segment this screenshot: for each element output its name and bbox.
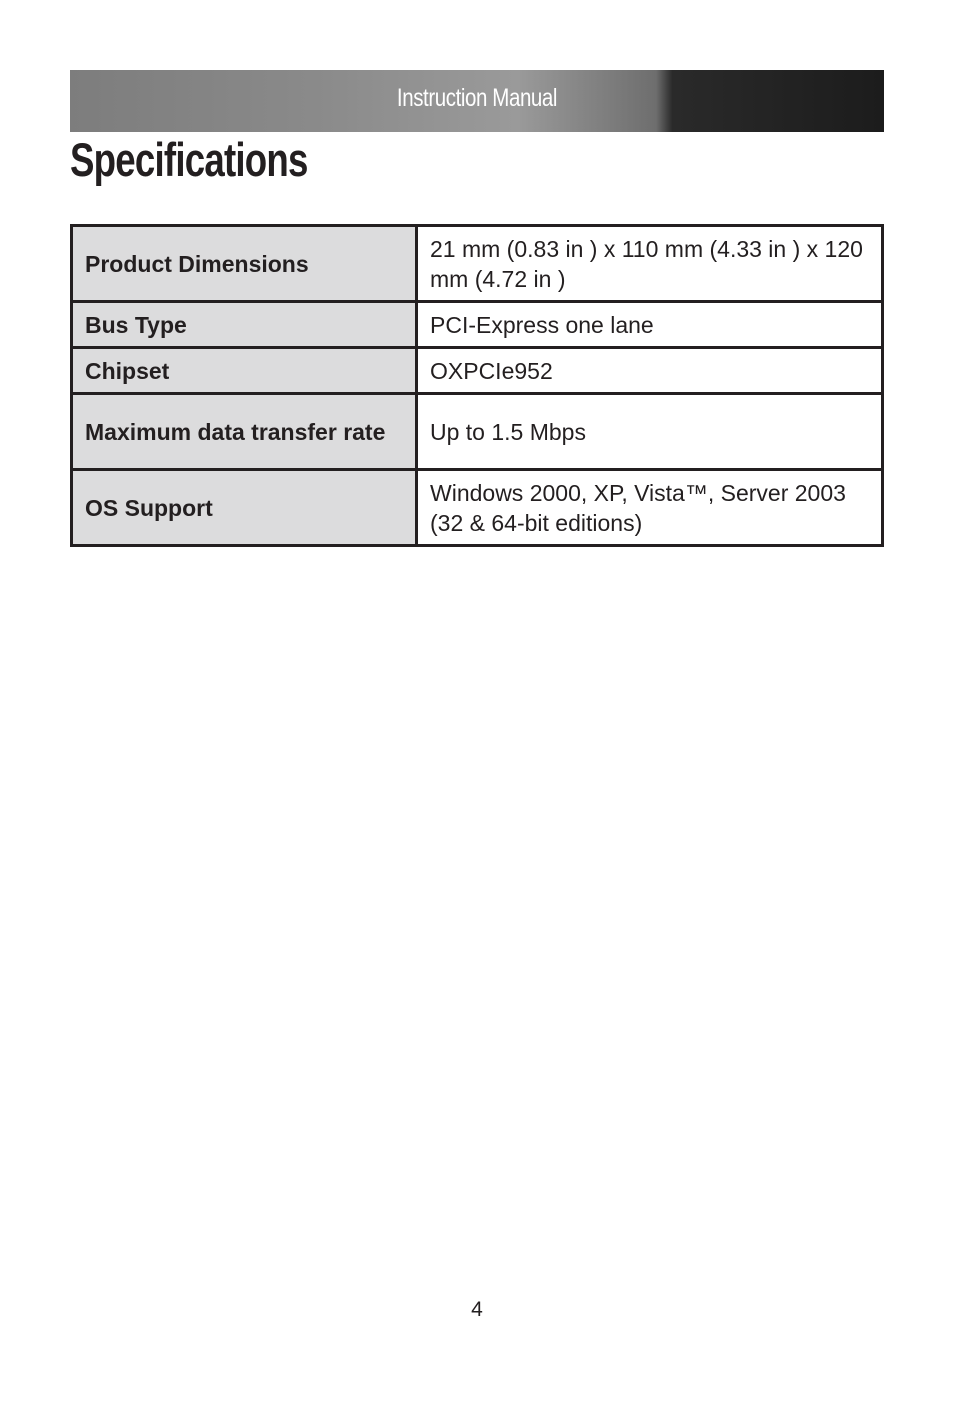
spec-table (70, 224, 884, 547)
table-row (72, 348, 883, 394)
table-row (72, 302, 883, 348)
page-number: 4 (471, 1298, 483, 1321)
spec-value-product-dimensions: 21 mm (0.83 in ) x 110 mm (4.33 in ) x 120 mm (4.72 in ) (417, 226, 883, 302)
page-title: Specifications (70, 133, 308, 186)
table-row (72, 226, 883, 302)
spec-label-os-support: OS Support (72, 470, 417, 546)
table-row (72, 394, 883, 470)
table-row (72, 470, 883, 546)
spec-value-max-transfer-rate: Up to 1.5 Mbps (417, 394, 883, 470)
spec-value-bus-type: PCI-Express one lane (417, 302, 883, 348)
header-title: Instruction Manual (396, 84, 558, 112)
spec-label-bus-type: Bus Type (72, 302, 417, 348)
spec-label-chipset: Chipset (72, 348, 417, 394)
spec-label-max-transfer-rate: Maximum data transfer rate (72, 394, 417, 470)
spec-value-chipset: OXPCIe952 (417, 348, 883, 394)
spec-value-os-support: Windows 2000, XP, Vista™, Server 2003 (32 & 64-bit editions) (417, 470, 883, 546)
spec-label-product-dimensions: Product Dimensions (72, 226, 417, 302)
header-bar (70, 70, 884, 132)
